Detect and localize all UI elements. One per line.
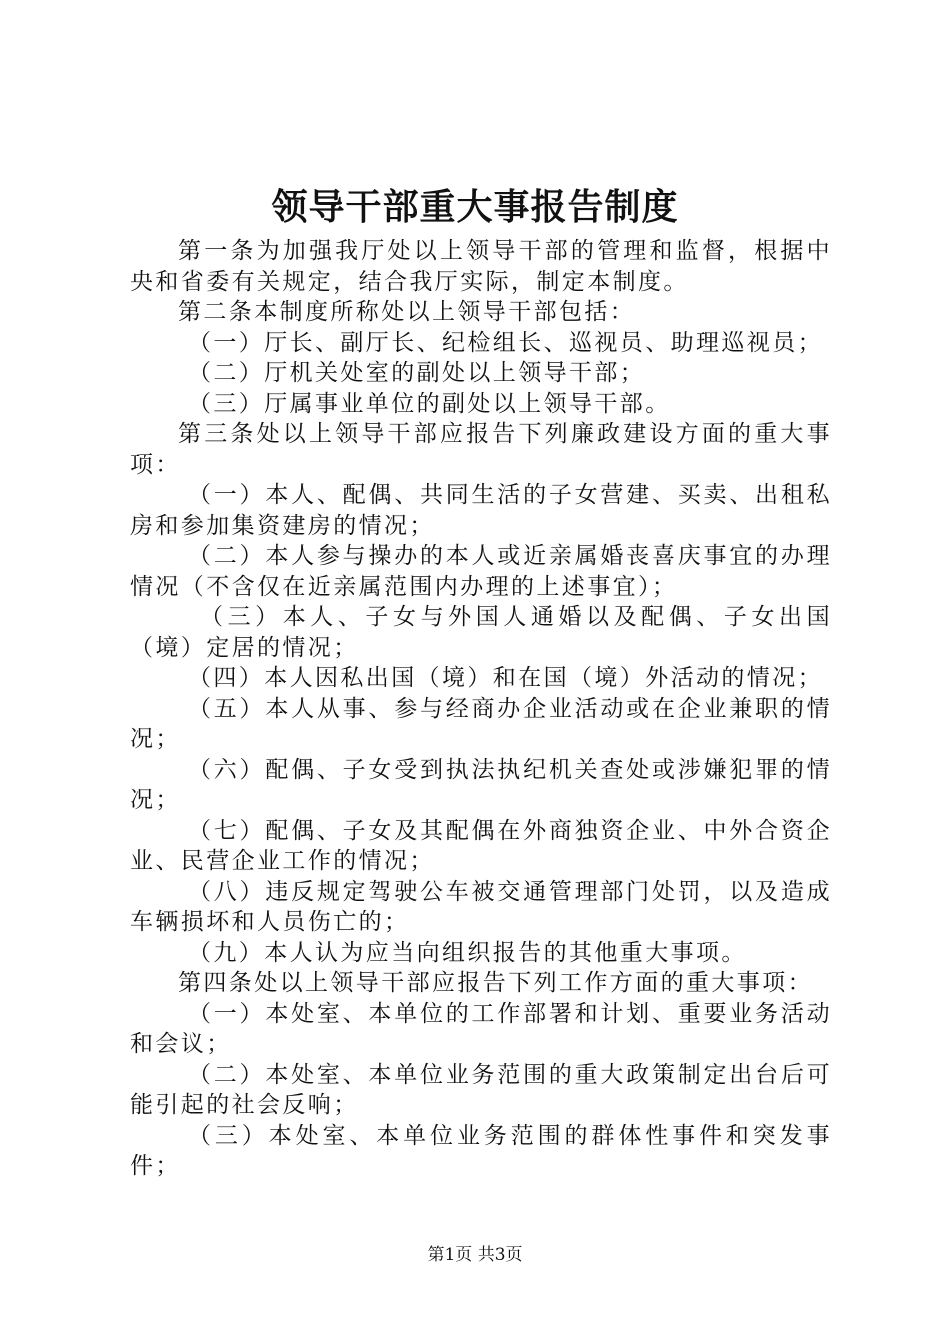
paragraph: 第三条处以上领导干部应报告下列廉政建设方面的重大事项： xyxy=(130,421,832,478)
paragraph: （二）本人参与操办的本人或近亲属婚丧喜庆事宜的办理情况（不含仅在近亲属范围内办理的上述事宜）； xyxy=(130,543,832,600)
paragraph: （七）配偶、子女及其配偶在外商独资企业、中外合资企业、民营企业工作的情况； xyxy=(130,817,832,874)
page-footer: 第1页 共3页 xyxy=(427,1245,523,1265)
paragraph: （五）本人从事、参与经商办企业活动或在企业兼职的情况； xyxy=(130,695,832,752)
paragraph: （八）违反规定驾驶公车被交通管理部门处罚，以及造成车辆损坏和人员伤亡的； xyxy=(130,878,832,935)
paragraph: 第四条处以上领导干部应报告下列工作方面的重大事项： xyxy=(178,970,813,996)
document-title: 领导干部重大事报告制度 xyxy=(271,186,679,228)
paragraph: （一）本处室、本单位的工作部署和计划、重要业务活动和会议； xyxy=(130,1000,832,1057)
paragraph: （九）本人认为应当向组织报告的其他重大事项。 xyxy=(188,939,747,966)
paragraph: 第一条为加强我厅处以上领导干部的管理和监督，根据中央和省委有关规定，结合我厅实际，制定本制度。 xyxy=(130,238,832,295)
paragraph: 第二条本制度所称处以上领导干部包括： xyxy=(178,299,636,325)
paragraph: （二）本处室、本单位业务范围的重大政策制定出台后可能引起的社会反响； xyxy=(130,1061,832,1118)
paragraph: （三）本处室、本单位业务范围的群体性事件和突发事件； xyxy=(130,1122,832,1179)
paragraph: （二）厅机关处室的副处以上领导干部； xyxy=(188,360,646,386)
paragraph: （一）厅长、副厅长、纪检组长、巡视员、助理巡视员； xyxy=(188,329,823,356)
document-body xyxy=(130,236,832,1182)
paragraph: （四）本人因私出国（境）和在国（境）外活动的情况； xyxy=(188,665,823,691)
paragraph: （一）本人、配偶、共同生活的子女营建、买卖、出租私房和参加集资建房的情况； xyxy=(130,482,832,539)
paragraph: （三）本人、子女与外国人通婚以及配偶、子女出国（境）定居的情况； xyxy=(130,604,832,661)
paragraph: （三）厅属事业单位的副处以上领导干部。 xyxy=(188,390,671,417)
paragraph: （六）配偶、子女受到执法执纪机关查处或涉嫌犯罪的情况； xyxy=(130,756,832,813)
